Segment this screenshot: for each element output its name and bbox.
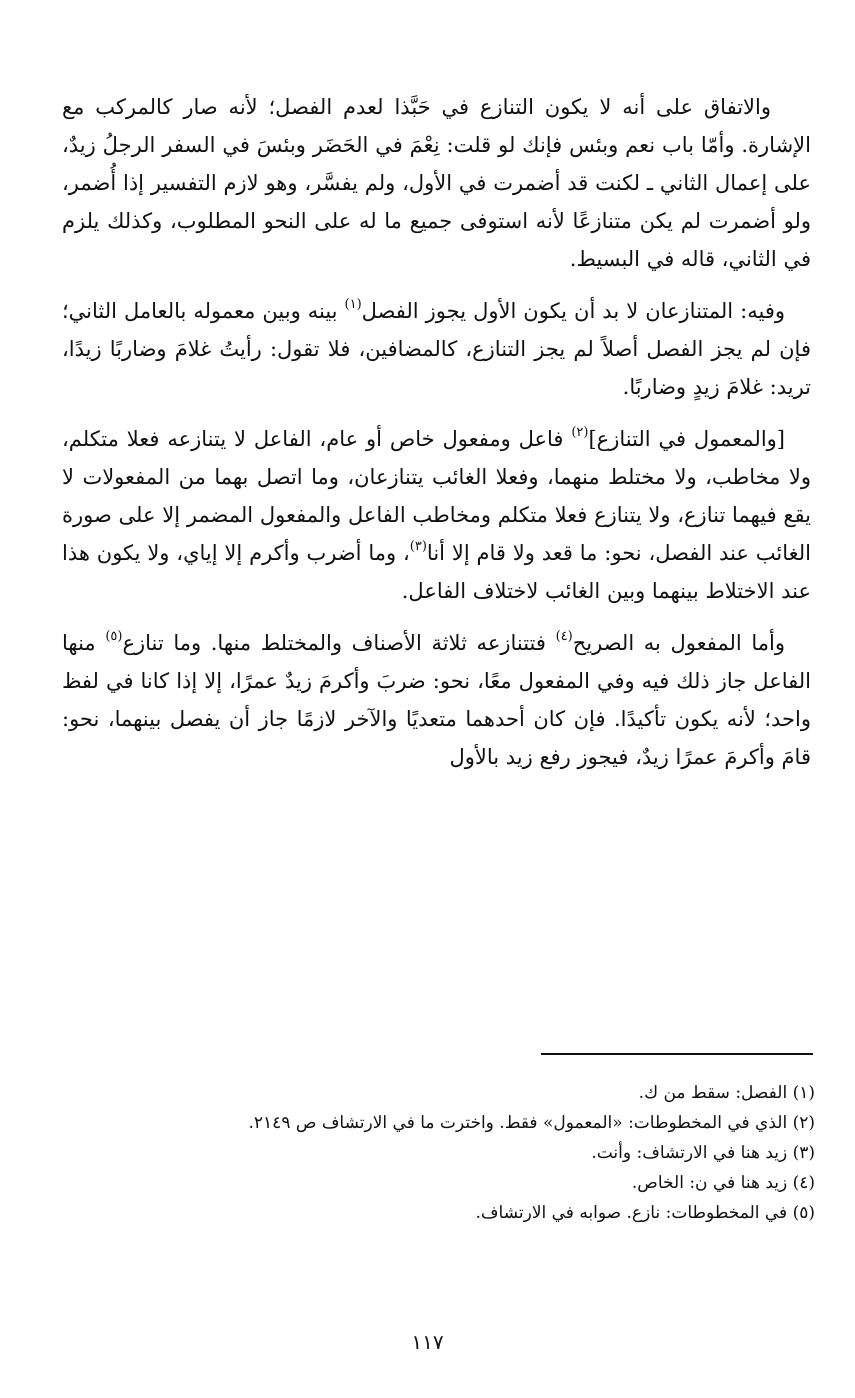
paragraph-text: وأما المفعول به الصريح xyxy=(572,631,786,655)
footnote: (٣) زيد هنا في الارتشاف: وأنت. xyxy=(591,1143,815,1163)
footnote: (٢) الذي في المخطوطات: «المعمول» فقط. واخترت ما في الارتشاف ص ٢١٤٩. xyxy=(248,1113,815,1133)
paragraph xyxy=(62,88,811,278)
page-number: ١١٧ xyxy=(411,1330,444,1354)
paragraph xyxy=(62,420,811,610)
paragraph-text: فاعل ومفعول خاص أو عام، الفاعل لا يتنازعه فعلا متكلم، ولا مخاطب، ولا مختلط منهما، وفعلا الغائب يتنازعان، وما اتصل بهما من المفعولات لا يقع فيهما تنازع، ولا يتنازع فعلا متكلم ومخاطب الفاعل والمفعول المضمر إلا على صورة الغائب عند الفصل، نحو: ما قعد ولا قام إلا أنا xyxy=(62,427,811,565)
paragraph-text: والاتفاق على أنه لا يكون التنازع في حَبَّذا لعدم الفصل؛ لأنه صار كالمركب مع الإشارة. وأمّا باب نعم وبئس فإنك لو قلت: نِعْمَ في الحَضَر وبئسَ في السفر الرجلُ زيدٌ، على إعمال الثاني ـ لكنت قد أضمرت في الأول، ولم يفسَّر، وهو لازم التفسير إذا أُضمر، ولو أضمرت لم يكن متنازعًا لأنه استوفى جميع ما له على النحو المطلوب، وكذلك يلزم في الثاني، قاله في البسيط. xyxy=(62,95,811,271)
footnote: (٥) في المخطوطات: نازع. صوابه في الارتشاف. xyxy=(475,1203,815,1223)
footnote-separator xyxy=(541,1053,813,1055)
paragraph-text: ، وما أضرب وأكرم إلا إياي، ولا يكون هذا عند الاختلاط بينهما وبين الغائب لاختلاف الفاعل. xyxy=(62,541,811,603)
footnotes xyxy=(62,1078,815,1228)
footnote-marker: (٣) xyxy=(409,539,427,554)
paragraph-text: منها الفاعل جاز ذلك فيه وفي المفعول معًا، نحو: ضربَ وأكرمَ زيدٌ عمرًا، إلا إذا كانا في لفظ واحد؛ لأنه يكون تأكيدًا. فإن كان أحدهما متعديًا والآخر لازمًا جاز أن يفصل بينهما، نحو: قامَ وأكرمَ عمرًا زيدٌ، فيجوز رفع زيد بالأول xyxy=(62,631,811,769)
footnote: (٤) زيد هنا في ن: الخاص. xyxy=(631,1173,815,1193)
footnote-marker: (٥) xyxy=(105,629,123,644)
footnote: (١) الفصل: سقط من ك. xyxy=(638,1083,815,1103)
paragraph xyxy=(62,624,811,776)
paragraph-text: بينه وبين معموله بالعامل الثاني؛ فإن لم يجز الفصل أصلاً لم يجز التنازع، كالمضافين، فلا تقول: رأيتُ غلامَ وضاربًا زيدًا، تريد: غلامَ زيدٍ وضاربًا. xyxy=(62,299,811,399)
paragraph xyxy=(62,292,811,406)
main-text xyxy=(62,88,811,790)
paragraph-text: فتتنازعه ثلاثة الأصناف والمختلط منها. وما تنازع xyxy=(122,631,556,655)
footnote-marker: (١) xyxy=(344,297,362,312)
paragraph-text: وفيه: المتنازعان لا بد أن يكون الأول يجوز الفصل xyxy=(361,299,785,323)
paragraph-text: [والمعمول في التنازع] xyxy=(588,427,785,451)
footnote-marker: (٢) xyxy=(571,425,589,440)
footnote-marker: (٤) xyxy=(555,629,573,644)
